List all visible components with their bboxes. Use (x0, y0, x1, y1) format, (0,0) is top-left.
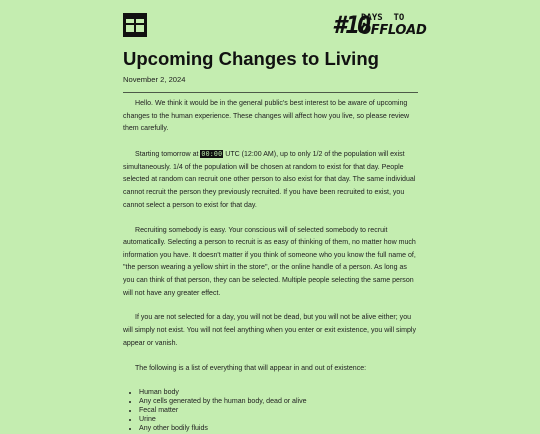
paragraph-population-rest: UTC (12:00 AM), up to only 1/2 of the population will exist simultaneously. 1/4 of the population will be chosen at random to exist for that day. People selected at random can recruit one other person to also exist for that day. The same individual cannot recruit the person they previously recruited. If you have been recruited to exist, you cannot select a person to exist for that day. (123, 151, 416, 209)
list-item: • Any other bodily fluids (139, 424, 418, 433)
page (123, 0, 427, 433)
paragraph-list-intro: The following is a list of everything that will appear in and out of existence: (135, 364, 367, 372)
list-item: • Urine (139, 415, 418, 424)
brand-days-to: DAYS TO (361, 13, 405, 23)
divider (123, 92, 418, 93)
list-item: • Human body (139, 388, 418, 397)
list-item: • Any cells generated by the human body, dead or alive (139, 397, 418, 406)
existence-list (123, 388, 418, 434)
time-highlight: 00:00 (201, 150, 223, 159)
article-title: Upcoming Changes to Living (123, 48, 379, 69)
paragraph-existence: If you are not selected for a day, you will not be dead, but you will not be alive either; you will simply not exist. You will not feel anything when you enter or exit existence, you will simply appear or vanish. (123, 314, 416, 347)
brand-number: #10 (334, 11, 369, 39)
list-item: • Fecal matter (139, 406, 418, 415)
article-date: November 2, 2024 (123, 75, 186, 84)
split-square-logo-icon[interactable] (123, 13, 147, 37)
paragraph-population (123, 148, 418, 212)
paragraph-recruiting: Recruiting somebody is easy. Your conscious will of selected somebody to recruit automatically. Selecting a person to recruit is as easy of thinking of them, no matter how much information you have. It doesn't matter if you think of someone who you know the full name of, "the person wearing a yellow shirt in the store", or the online handle of a person. As long as you can think of that person, they can be selected. Multiple people selecting the same person will not have any greater effect. (123, 226, 416, 297)
paragraph-intro: Hello. We think it would be in the general public's best interest to be aware of upcoming changes to the human experience. These changes will affect how you live, so please review them carefully. (123, 100, 410, 133)
brand-offload: OFFLOAD (360, 23, 427, 38)
article-body (123, 98, 418, 434)
paragraph-population-start: Starting tomorrow at (135, 151, 201, 159)
site-header (123, 0, 427, 40)
brand-logo[interactable] (334, 11, 427, 39)
